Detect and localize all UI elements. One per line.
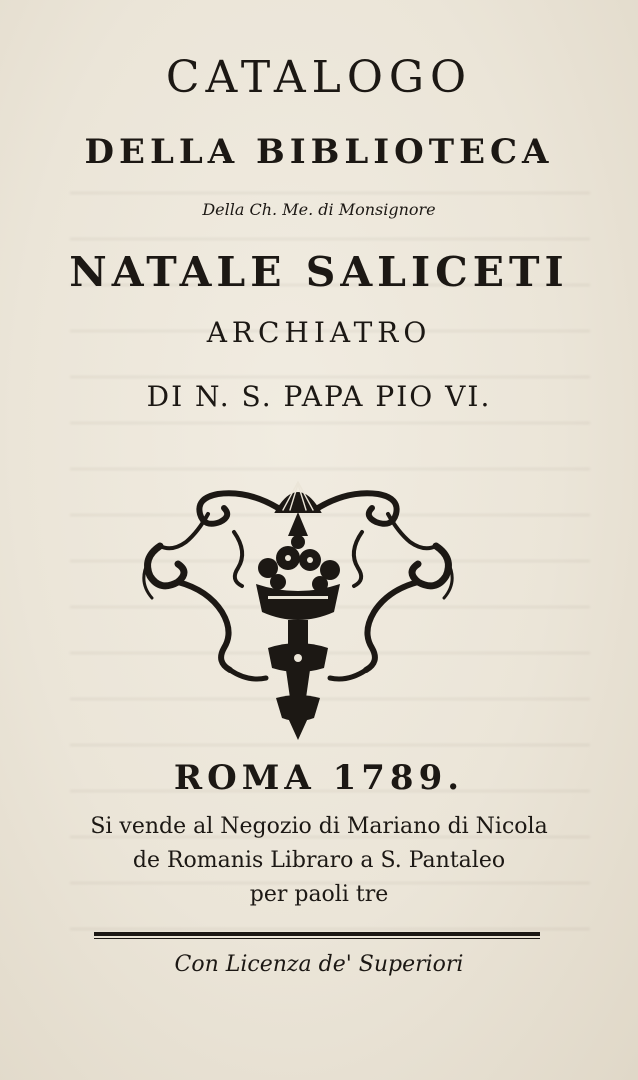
- imprint-line-1: Si vende al Negozio di Mariano di Nicola: [90, 814, 548, 839]
- subtitle-della: Della Ch. Me. di Monsignore: [202, 200, 436, 219]
- title-archiatro: ARCHIATRO: [206, 316, 432, 349]
- title-biblioteca: DELLA BIBLIOTECA: [84, 132, 554, 172]
- ornament-icon: [138, 472, 458, 740]
- divider-rule: [94, 932, 540, 936]
- title-papa: DI N. S. PAPA PIO VI.: [146, 380, 492, 413]
- license-line: Con Licenza de' Superiori: [174, 952, 464, 977]
- imprint-line-3: per paoli tre: [249, 882, 389, 907]
- title-catalogo: CATALOGO: [165, 52, 473, 103]
- divider-rule-thin: [94, 938, 540, 939]
- title-name: NATALE SALICETI: [69, 248, 569, 296]
- imprint-city-year: ROMA 1789.: [173, 758, 465, 798]
- imprint-line-2: de Romanis Libraro a S. Pantaleo: [132, 848, 506, 873]
